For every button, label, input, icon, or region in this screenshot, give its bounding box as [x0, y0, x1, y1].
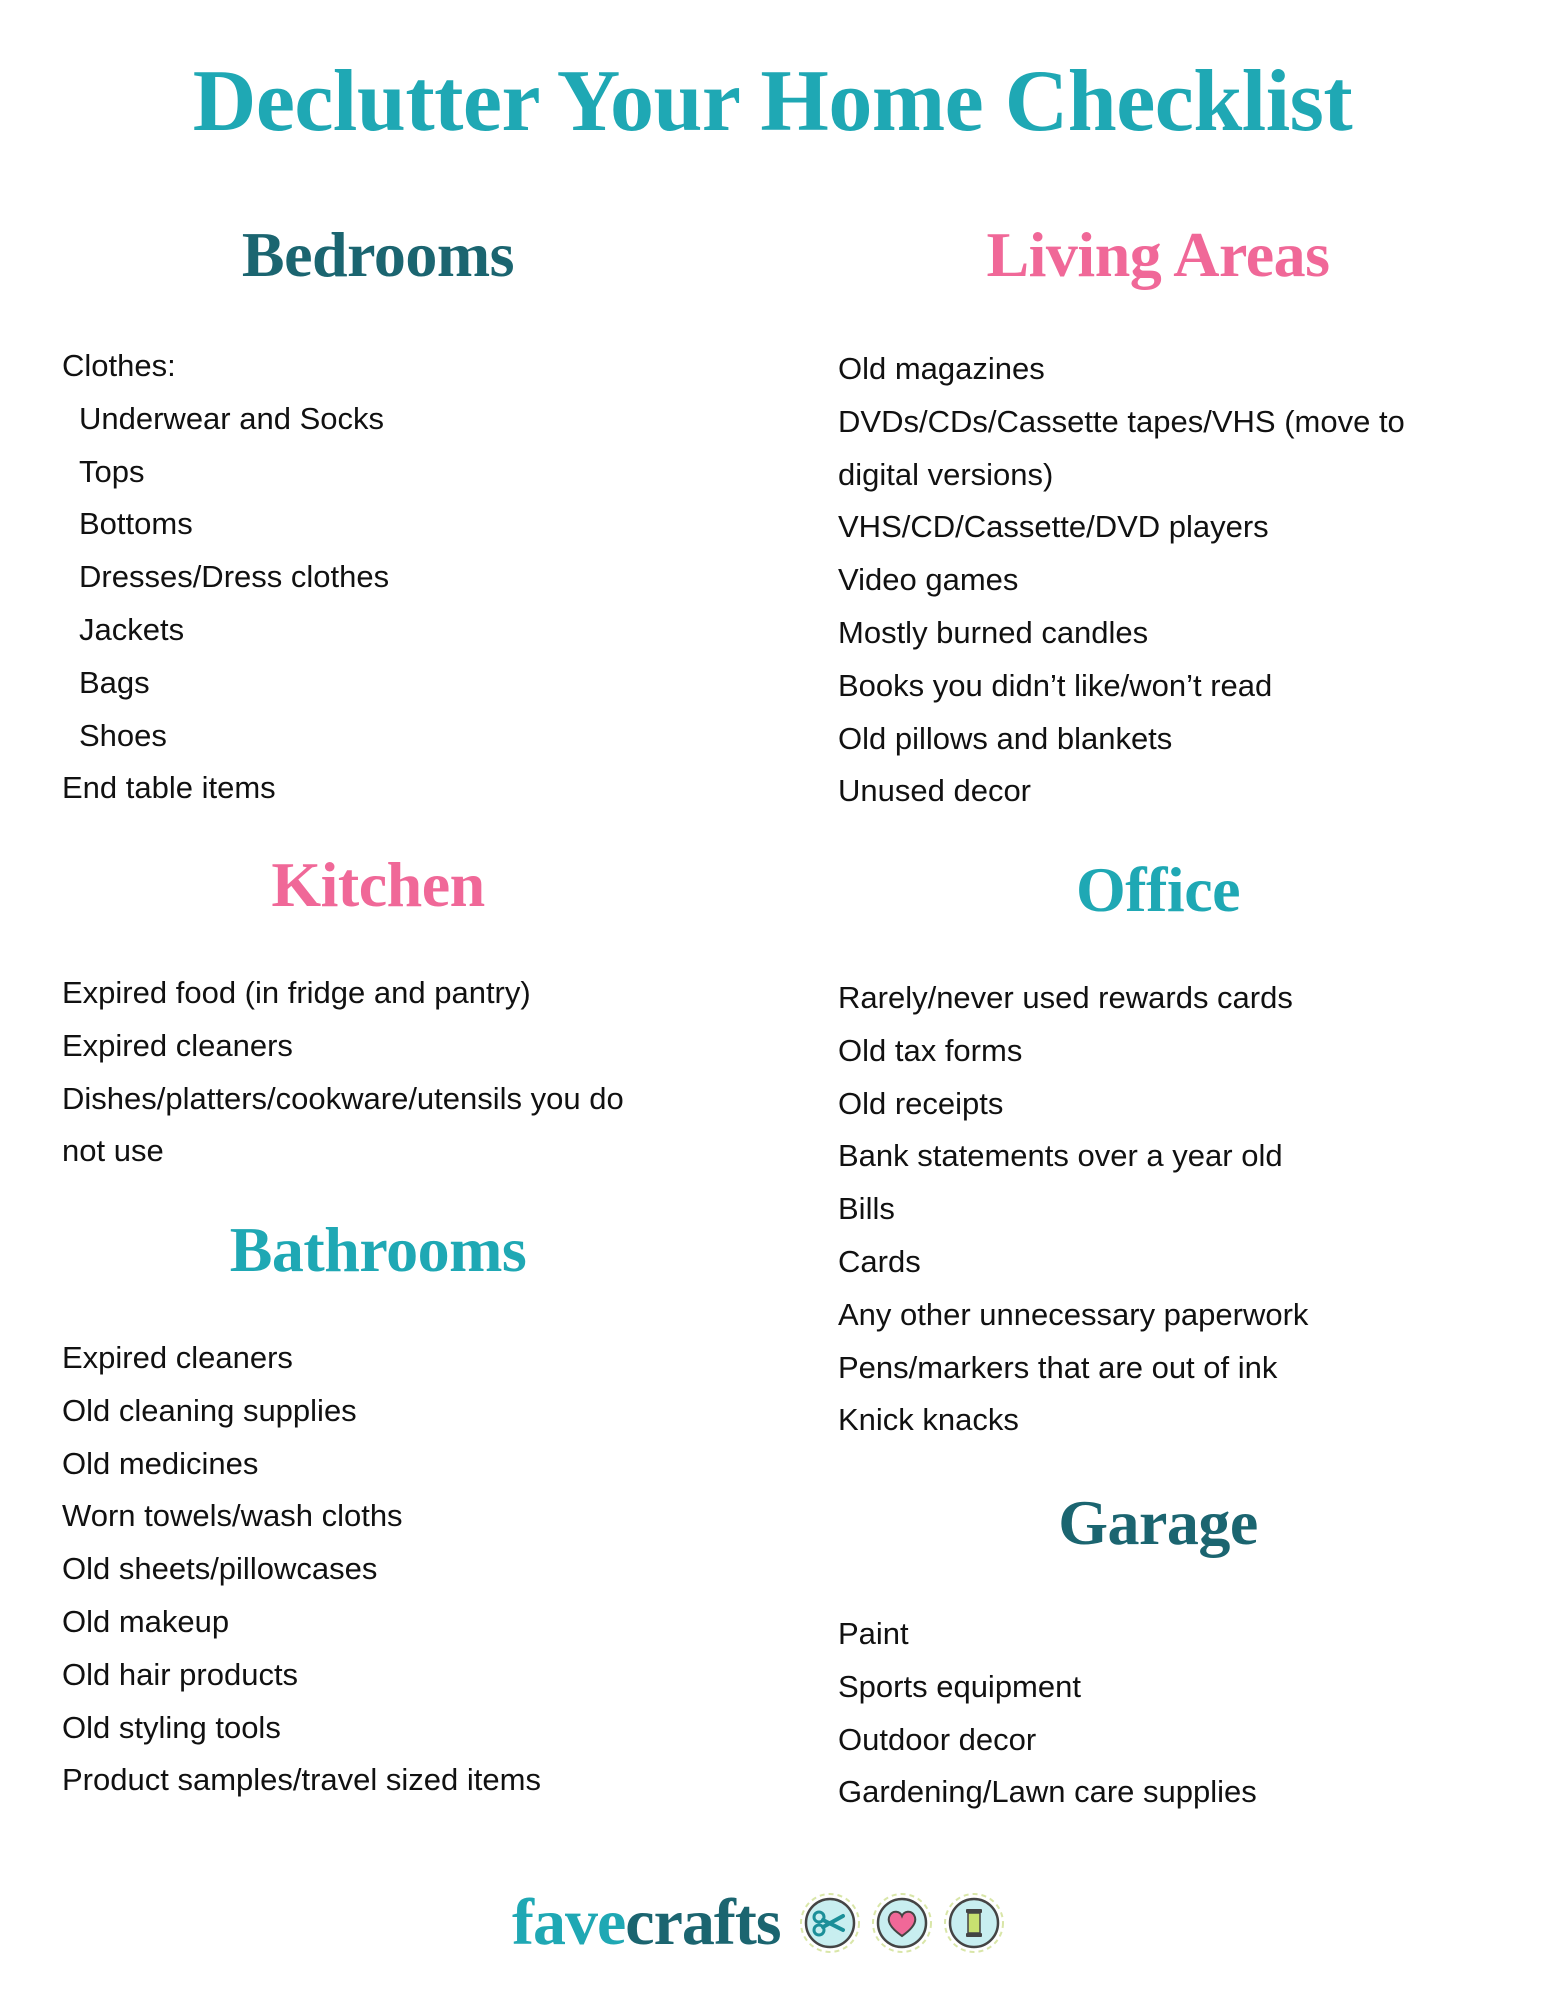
list-item: Product samples/travel sized items: [62, 1762, 541, 1798]
living-areas-list: [838, 343, 1518, 818]
list-item: Knick knacks: [838, 1402, 1019, 1438]
list-item: Tops: [79, 453, 145, 489]
favecrafts-logo: [512, 1880, 1005, 1966]
list-item: Bottoms: [79, 506, 193, 542]
section-office: [838, 850, 1518, 1438]
list-item: Expired cleaners: [62, 1027, 293, 1063]
kitchen-list: [62, 967, 762, 1178]
list-item: End table items: [62, 770, 276, 806]
list-item: Worn towels/wash cloths: [62, 1498, 403, 1534]
thread-spool-icon: [943, 1892, 1005, 1954]
logo-text-fave: fave: [512, 1886, 626, 1959]
section-bathrooms: [62, 1210, 762, 1798]
office-list: [838, 972, 1518, 1447]
list-item: Old sheets/pillowcases: [62, 1551, 378, 1587]
list-item: Dresses/Dress clothes: [79, 559, 390, 595]
section-heading-bathrooms: Bathrooms: [229, 1214, 527, 1285]
list-item: Rarely/never used rewards cards: [838, 980, 1293, 1015]
section-heading-bedrooms: Bedrooms: [241, 219, 515, 290]
logo-text-crafts: crafts: [625, 1886, 781, 1959]
list-item: Expired food (in fridge and pantry): [62, 975, 531, 1010]
list-item: Old magazines: [838, 351, 1045, 386]
section-bedrooms: [62, 215, 762, 806]
section-living-areas: [838, 215, 1518, 809]
list-item: Unused decor: [838, 773, 1032, 809]
logo-icons: [799, 1892, 1005, 1954]
list-item: Shoes: [79, 717, 167, 753]
list-item: Video games: [838, 562, 1019, 598]
list-item: Old hair products: [62, 1656, 299, 1692]
list-item: Jackets: [79, 611, 185, 647]
list-item: Dishes/platters/cookware/utensils you do not use: [62, 1080, 624, 1169]
section-garage: [838, 1483, 1518, 1810]
list-item: Old medicines: [62, 1445, 259, 1481]
list-item: Bags: [79, 664, 150, 700]
list-item: Paint: [838, 1616, 909, 1651]
list-item: Cards: [838, 1243, 921, 1279]
list-item: DVDs/CDs/Cassette tapes/VHS (move to digital versions): [838, 403, 1405, 492]
list-item: Books you didn’t like/won’t read: [838, 667, 1273, 703]
heart-icon: [871, 1892, 933, 1954]
list-item: Mostly burned candles: [838, 614, 1149, 650]
list-item: Old styling tools: [62, 1709, 281, 1745]
list-item: Bank statements over a year old: [838, 1138, 1283, 1174]
list-item: Old cleaning supplies: [62, 1392, 357, 1428]
list-item: Outdoor decor: [838, 1721, 1037, 1757]
list-item: Bills: [838, 1191, 895, 1227]
section-heading-kitchen: Kitchen: [271, 849, 485, 920]
list-item: Underwear and Socks: [79, 400, 384, 436]
section-kitchen: [62, 845, 762, 1169]
garage-list: [838, 1608, 1518, 1819]
list-item: VHS/CD/Cassette/DVD players: [838, 509, 1269, 545]
page-title: Declutter Your Home Checklist: [192, 53, 1353, 150]
bathrooms-list: [62, 1332, 762, 1807]
list-item: Old receipts: [838, 1085, 1004, 1121]
scissors-icon: [799, 1892, 861, 1954]
list-item: Clothes:: [62, 348, 176, 383]
list-item: Old makeup: [62, 1603, 230, 1639]
bedrooms-list: [62, 340, 762, 815]
section-heading-living-areas: Living Areas: [986, 219, 1330, 290]
section-heading-garage: Garage: [1058, 1487, 1258, 1558]
list-item: Expired cleaners: [62, 1340, 293, 1375]
list-item: Gardening/Lawn care supplies: [838, 1774, 1257, 1810]
list-item: Pens/markers that are out of ink: [838, 1349, 1278, 1385]
list-item: Sports equipment: [838, 1668, 1081, 1704]
list-item: Old pillows and blankets: [838, 720, 1173, 756]
list-item: Any other unnecessary paperwork: [838, 1296, 1309, 1332]
section-heading-office: Office: [1076, 854, 1240, 925]
list-item: Old tax forms: [838, 1032, 1023, 1068]
